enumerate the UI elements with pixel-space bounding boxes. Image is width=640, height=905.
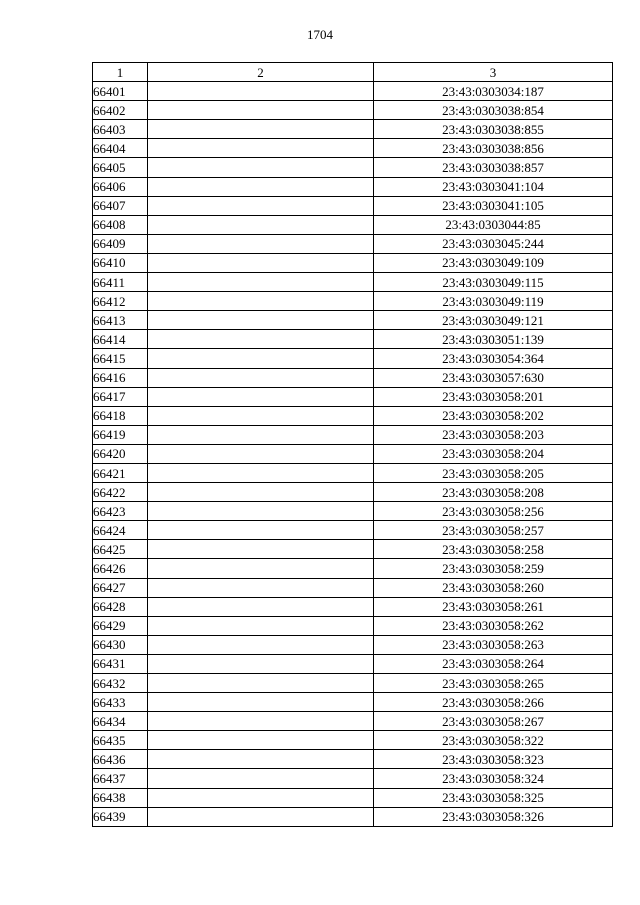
row-number-cell: 66413: [93, 311, 148, 330]
row-name-cell: [148, 82, 374, 101]
row-number-cell: 66423: [93, 502, 148, 521]
row-cadastral-number-cell: 23:43:0303058:326: [374, 807, 613, 826]
table-row: [93, 82, 613, 101]
table-row: [93, 139, 613, 158]
table-row: [93, 654, 613, 673]
row-name-cell: [148, 712, 374, 731]
row-name-cell: [148, 788, 374, 807]
row-cadastral-number-cell: 23:43:0303058:267: [374, 712, 613, 731]
row-name-cell: [148, 349, 374, 368]
row-cadastral-number-cell: 23:43:0303057:630: [374, 368, 613, 387]
row-cadastral-number-cell: 23:43:0303049:119: [374, 292, 613, 311]
row-number-cell: 66401: [93, 82, 148, 101]
row-cadastral-number-cell: 23:43:0303038:857: [374, 158, 613, 177]
row-number-cell: 66439: [93, 807, 148, 826]
row-cadastral-number-cell: 23:43:0303058:203: [374, 425, 613, 444]
table-row: [93, 578, 613, 597]
row-name-cell: [148, 731, 374, 750]
row-cadastral-number-cell: 23:43:0303038:856: [374, 139, 613, 158]
table-row: [93, 674, 613, 693]
row-number-cell: 66416: [93, 368, 148, 387]
row-name-cell: [148, 273, 374, 292]
table-row: [93, 731, 613, 750]
row-number-cell: 66417: [93, 387, 148, 406]
row-number-cell: 66410: [93, 253, 148, 272]
table-header: [93, 63, 613, 82]
table-row: [93, 215, 613, 234]
row-name-cell: [148, 215, 374, 234]
table-row: [93, 387, 613, 406]
table-row: [93, 693, 613, 712]
row-number-cell: 66433: [93, 693, 148, 712]
row-number-cell: 66405: [93, 158, 148, 177]
row-number-cell: 66418: [93, 406, 148, 425]
row-cadastral-number-cell: 23:43:0303058:261: [374, 597, 613, 616]
table-row: [93, 273, 613, 292]
row-number-cell: 66403: [93, 120, 148, 139]
row-cadastral-number-cell: 23:43:0303058:325: [374, 788, 613, 807]
row-cadastral-number-cell: 23:43:0303058:259: [374, 559, 613, 578]
row-name-cell: [148, 807, 374, 826]
table-row: [93, 463, 613, 482]
row-name-cell: [148, 101, 374, 120]
row-number-cell: 66406: [93, 177, 148, 196]
table-row: [93, 540, 613, 559]
row-number-cell: 66431: [93, 654, 148, 673]
row-number-cell: 66425: [93, 540, 148, 559]
table-row: [93, 559, 613, 578]
table-row: [93, 196, 613, 215]
table-row: [93, 101, 613, 120]
table-row: [93, 406, 613, 425]
row-cadastral-number-cell: 23:43:0303058:256: [374, 502, 613, 521]
row-cadastral-number-cell: 23:43:0303058:201: [374, 387, 613, 406]
table-row: [93, 330, 613, 349]
header-column-3: 3: [374, 63, 613, 82]
table-row: [93, 425, 613, 444]
row-number-cell: 66438: [93, 788, 148, 807]
row-number-cell: 66421: [93, 463, 148, 482]
row-number-cell: 66432: [93, 674, 148, 693]
table-row: [93, 349, 613, 368]
registry-table: [92, 62, 613, 827]
row-number-cell: 66424: [93, 521, 148, 540]
row-name-cell: [148, 368, 374, 387]
table-row: [93, 253, 613, 272]
row-cadastral-number-cell: 23:43:0303041:105: [374, 196, 613, 215]
row-number-cell: 66420: [93, 444, 148, 463]
row-cadastral-number-cell: 23:43:0303058:260: [374, 578, 613, 597]
row-name-cell: [148, 635, 374, 654]
row-cadastral-number-cell: 23:43:0303058:324: [374, 769, 613, 788]
row-number-cell: 66411: [93, 273, 148, 292]
row-number-cell: 66426: [93, 559, 148, 578]
table-row: [93, 788, 613, 807]
row-cadastral-number-cell: 23:43:0303051:139: [374, 330, 613, 349]
table-row: [93, 712, 613, 731]
table-row: [93, 234, 613, 253]
row-name-cell: [148, 253, 374, 272]
row-name-cell: [148, 425, 374, 444]
row-name-cell: [148, 330, 374, 349]
row-name-cell: [148, 311, 374, 330]
row-number-cell: 66407: [93, 196, 148, 215]
table-body: [93, 82, 613, 827]
table-row: [93, 177, 613, 196]
row-number-cell: 66434: [93, 712, 148, 731]
row-number-cell: 66428: [93, 597, 148, 616]
row-cadastral-number-cell: 23:43:0303058:266: [374, 693, 613, 712]
row-name-cell: [148, 196, 374, 215]
header-row: [93, 63, 613, 82]
row-cadastral-number-cell: 23:43:0303049:121: [374, 311, 613, 330]
row-name-cell: [148, 750, 374, 769]
row-name-cell: [148, 597, 374, 616]
row-cadastral-number-cell: 23:43:0303045:244: [374, 234, 613, 253]
table-row: [93, 521, 613, 540]
row-name-cell: [148, 616, 374, 635]
row-number-cell: 66436: [93, 750, 148, 769]
table-row: [93, 311, 613, 330]
row-name-cell: [148, 540, 374, 559]
row-cadastral-number-cell: 23:43:0303041:104: [374, 177, 613, 196]
row-number-cell: 66415: [93, 349, 148, 368]
table-row: [93, 483, 613, 502]
row-number-cell: 66422: [93, 483, 148, 502]
row-name-cell: [148, 502, 374, 521]
row-number-cell: 66408: [93, 215, 148, 234]
row-cadastral-number-cell: 23:43:0303058:257: [374, 521, 613, 540]
row-name-cell: [148, 139, 374, 158]
header-column-1: 1: [93, 63, 148, 82]
row-cadastral-number-cell: 23:43:0303058:262: [374, 616, 613, 635]
row-cadastral-number-cell: 23:43:0303058:264: [374, 654, 613, 673]
table-row: [93, 502, 613, 521]
row-name-cell: [148, 559, 374, 578]
table-row: [93, 120, 613, 139]
row-cadastral-number-cell: 23:43:0303034:187: [374, 82, 613, 101]
row-number-cell: 66429: [93, 616, 148, 635]
table-row: [93, 444, 613, 463]
table-row: [93, 769, 613, 788]
row-cadastral-number-cell: 23:43:0303049:115: [374, 273, 613, 292]
row-cadastral-number-cell: 23:43:0303058:204: [374, 444, 613, 463]
row-name-cell: [148, 177, 374, 196]
row-number-cell: 66437: [93, 769, 148, 788]
row-name-cell: [148, 463, 374, 482]
table-row: [93, 616, 613, 635]
page-number: 1704: [307, 27, 333, 42]
row-number-cell: 66414: [93, 330, 148, 349]
row-number-cell: 66409: [93, 234, 148, 253]
row-number-cell: 66427: [93, 578, 148, 597]
row-name-cell: [148, 578, 374, 597]
row-cadastral-number-cell: 23:43:0303038:855: [374, 120, 613, 139]
row-cadastral-number-cell: 23:43:0303058:322: [374, 731, 613, 750]
table-row: [93, 750, 613, 769]
row-cadastral-number-cell: 23:43:0303044:85: [374, 215, 613, 234]
row-cadastral-number-cell: 23:43:0303058:208: [374, 483, 613, 502]
row-cadastral-number-cell: 23:43:0303058:263: [374, 635, 613, 654]
table-row: [93, 158, 613, 177]
row-name-cell: [148, 521, 374, 540]
table-row: [93, 368, 613, 387]
row-number-cell: 66404: [93, 139, 148, 158]
row-number-cell: 66402: [93, 101, 148, 120]
row-cadastral-number-cell: 23:43:0303038:854: [374, 101, 613, 120]
row-name-cell: [148, 406, 374, 425]
table-row: [93, 807, 613, 826]
row-cadastral-number-cell: 23:43:0303058:258: [374, 540, 613, 559]
row-cadastral-number-cell: 23:43:0303049:109: [374, 253, 613, 272]
row-cadastral-number-cell: 23:43:0303054:364: [374, 349, 613, 368]
row-cadastral-number-cell: 23:43:0303058:265: [374, 674, 613, 693]
table-row: [93, 635, 613, 654]
row-number-cell: 66430: [93, 635, 148, 654]
row-name-cell: [148, 234, 374, 253]
row-number-cell: 66412: [93, 292, 148, 311]
row-cadastral-number-cell: 23:43:0303058:323: [374, 750, 613, 769]
row-name-cell: [148, 769, 374, 788]
row-name-cell: [148, 674, 374, 693]
row-name-cell: [148, 483, 374, 502]
row-name-cell: [148, 387, 374, 406]
row-name-cell: [148, 292, 374, 311]
row-number-cell: 66435: [93, 731, 148, 750]
row-name-cell: [148, 120, 374, 139]
row-number-cell: 66419: [93, 425, 148, 444]
table-row: [93, 597, 613, 616]
row-name-cell: [148, 693, 374, 712]
header-column-2: 2: [148, 63, 374, 82]
row-cadastral-number-cell: 23:43:0303058:202: [374, 406, 613, 425]
row-name-cell: [148, 444, 374, 463]
row-cadastral-number-cell: 23:43:0303058:205: [374, 463, 613, 482]
table-row: [93, 292, 613, 311]
row-name-cell: [148, 158, 374, 177]
row-name-cell: [148, 654, 374, 673]
